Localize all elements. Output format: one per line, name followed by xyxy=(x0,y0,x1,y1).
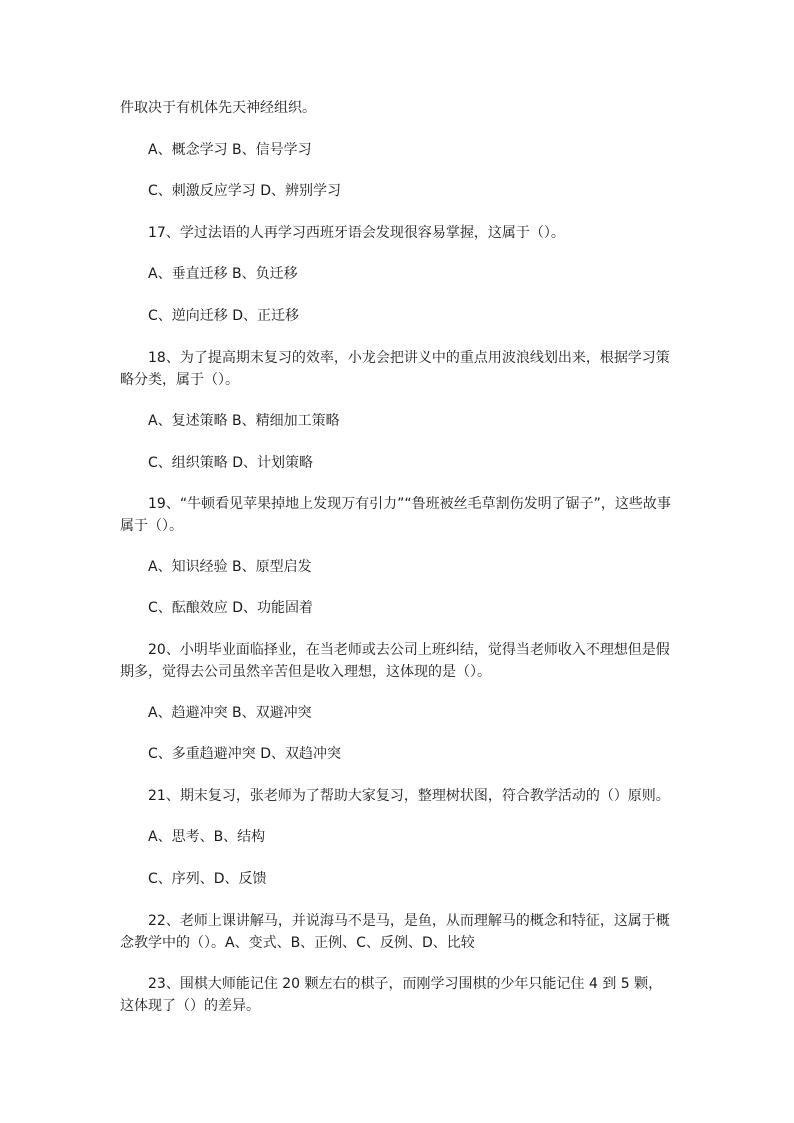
paragraph-continuation: 件取决于有机体先天神经组织。 xyxy=(120,100,316,116)
option-line: A、思考、B、结构 xyxy=(148,829,266,845)
question-20: 20、小明毕业面临择业，在当老师或去公司上班纠结，觉得当老师收入不理想但是假期多，觉得去公司虽然辛苦但是收入理想，这体现的是（）。 xyxy=(120,642,670,680)
option-line: C、刺激反应学习 D、辨别学习 xyxy=(148,183,342,199)
option-line: A、知识经验 B、原型启发 xyxy=(148,559,312,575)
question-18: 18、为了提高期末复习的效率，小龙会把讲义中的重点用波浪线划出来，根据学习策略分类，属于（）。 xyxy=(120,350,670,388)
option-line: A、趋避冲突 B、双避冲突 xyxy=(148,705,312,721)
question-21: 21、期末复习，张老师为了帮助大家复习，整理树状图，符合教学活动的（）原则。 xyxy=(148,788,670,804)
option-line: C、序列、D、反馈 xyxy=(148,871,267,887)
option-line: A、复述策略 B、精细加工策略 xyxy=(148,413,340,429)
option-line: C、酝酿效应 D、功能固着 xyxy=(148,600,314,616)
option-line: A、概念学习 B、信号学习 xyxy=(148,142,312,158)
question-17: 17、学过法语的人再学习西班牙语会发现很容易掌握，这属于（）。 xyxy=(148,225,565,241)
question-22: 22、老师上课讲解马，并说海马不是马，是鱼，从而理解马的概念和特征，这属于概念教学中的（）。A、变式、B、正例、C、反例、D、比较 xyxy=(120,913,670,951)
question-19: 19、“牛顿看见苹果掉地上发现万有引力”“鲁班被丝毛草割伤发明了锯子”，这些故事属于（）。 xyxy=(120,496,671,534)
option-line: A、垂直迁移 B、负迁移 xyxy=(148,266,298,282)
option-line: C、组织策略 D、计划策略 xyxy=(148,455,314,471)
question-23: 23、围棋大师能记住 20 颗左右的棋子，而刚学习围棋的少年只能记住 4 到 5 颗，这体现了（）的差异。 xyxy=(120,976,663,1014)
option-line: C、多重趋避冲突 D、双趋冲突 xyxy=(148,746,342,762)
option-line: C、逆向迁移 D、正迁移 xyxy=(148,308,300,324)
